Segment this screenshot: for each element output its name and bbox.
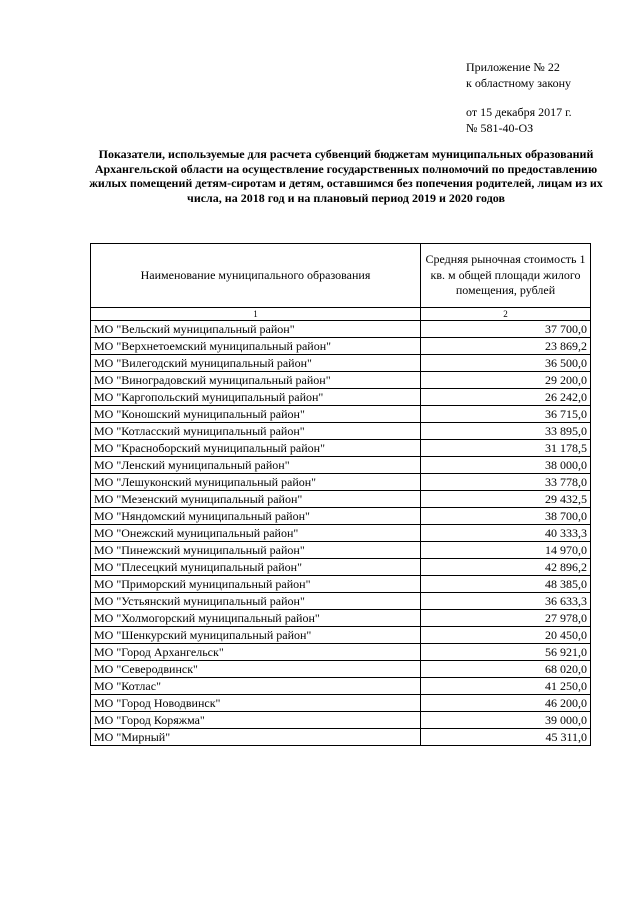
municipality-name: МО "Виноградовский муниципальный район" bbox=[91, 372, 421, 389]
appendix-date: от 15 декабря 2017 г. bbox=[466, 105, 572, 119]
municipality-name: МО "Онежский муниципальный район" bbox=[91, 525, 421, 542]
municipality-name: МО "Ленский муниципальный район" bbox=[91, 457, 421, 474]
municipality-name: МО "Мезенский муниципальный район" bbox=[91, 491, 421, 508]
document-title: Показатели, используемые для расчета субвенций бюджетам муниципальных образований Архангельской области на осуществление государственных полномочий по предоставлению жилых помещений детям-сиротам и детям, оставшимся без попечения родителей, лицам из их числа, на 2018 год и на плановый период 2019 и 2020 годов bbox=[89, 147, 603, 205]
table-row bbox=[91, 627, 591, 644]
municipality-name: МО "Коношский муниципальный район" bbox=[91, 406, 421, 423]
price-value: 29 432,5 bbox=[421, 491, 591, 508]
appendix-law-number: № 581-40-ОЗ bbox=[466, 120, 534, 135]
municipality-name: МО "Мирный" bbox=[91, 729, 421, 746]
municipality-name: МО "Устьянский муниципальный район" bbox=[91, 593, 421, 610]
price-value: 46 200,0 bbox=[421, 695, 591, 712]
appendix-header bbox=[466, 60, 572, 136]
column-number-2: 2 bbox=[421, 308, 591, 321]
table-row bbox=[91, 389, 591, 406]
table-row bbox=[91, 559, 591, 576]
table-row bbox=[91, 355, 591, 372]
table-row bbox=[91, 525, 591, 542]
municipality-name: МО "Каргопольский муниципальный район" bbox=[91, 389, 421, 406]
table-row bbox=[91, 644, 591, 661]
municipality-name: МО "Лешуконский муниципальный район" bbox=[91, 474, 421, 491]
table-row bbox=[91, 729, 591, 746]
municipality-name: МО "Шенкурский муниципальный район" bbox=[91, 627, 421, 644]
appendix-law-ref: к областному закону bbox=[466, 75, 572, 90]
table-row bbox=[91, 576, 591, 593]
table-body bbox=[91, 321, 591, 746]
table-row bbox=[91, 321, 591, 338]
municipality-name: МО "Няндомский муниципальный район" bbox=[91, 508, 421, 525]
table-row bbox=[91, 508, 591, 525]
table-row bbox=[91, 610, 591, 627]
table-row bbox=[91, 678, 591, 695]
price-value: 23 869,2 bbox=[421, 338, 591, 355]
column-header-name: Наименование муниципального образования bbox=[91, 244, 421, 308]
table-row bbox=[91, 474, 591, 491]
price-value: 36 715,0 bbox=[421, 406, 591, 423]
table-row bbox=[91, 338, 591, 355]
price-value: 36 633,3 bbox=[421, 593, 591, 610]
column-header-price: Средняя рыночная стоимость 1 кв. м общей площади жилого помещения, рублей bbox=[421, 244, 591, 308]
price-value: 41 250,0 bbox=[421, 678, 591, 695]
municipality-name: МО "Котласский муниципальный район" bbox=[91, 423, 421, 440]
table-header-row bbox=[91, 244, 591, 308]
price-value: 14 970,0 bbox=[421, 542, 591, 559]
price-value: 20 450,0 bbox=[421, 627, 591, 644]
price-value: 33 895,0 bbox=[421, 423, 591, 440]
price-value: 42 896,2 bbox=[421, 559, 591, 576]
municipality-name: МО "Вельский муниципальный район" bbox=[91, 321, 421, 338]
price-value: 38 700,0 bbox=[421, 508, 591, 525]
price-value: 29 200,0 bbox=[421, 372, 591, 389]
price-value: 27 978,0 bbox=[421, 610, 591, 627]
column-number-1: 1 bbox=[91, 308, 421, 321]
municipality-name: МО "Плесецкий муниципальный район" bbox=[91, 559, 421, 576]
price-value: 39 000,0 bbox=[421, 712, 591, 729]
table-row bbox=[91, 593, 591, 610]
municipality-name: МО "Вилегодский муниципальный район" bbox=[91, 355, 421, 372]
municipality-name: МО "Город Новодвинск" bbox=[91, 695, 421, 712]
municipality-name: МО "Котлас" bbox=[91, 678, 421, 695]
table-row bbox=[91, 712, 591, 729]
price-value: 56 921,0 bbox=[421, 644, 591, 661]
municipality-name: МО "Красноборский муниципальный район" bbox=[91, 440, 421, 457]
price-value: 26 242,0 bbox=[421, 389, 591, 406]
price-value: 45 311,0 bbox=[421, 729, 591, 746]
municipality-name: МО "Верхнетоемский муниципальный район" bbox=[91, 338, 421, 355]
table-row bbox=[91, 491, 591, 508]
appendix-number: Приложение № 22 bbox=[466, 60, 560, 74]
municipality-name: МО "Приморский муниципальный район" bbox=[91, 576, 421, 593]
price-value: 68 020,0 bbox=[421, 661, 591, 678]
table-row bbox=[91, 440, 591, 457]
table-row bbox=[91, 406, 591, 423]
municipality-name: МО "Холмогорский муниципальный район" bbox=[91, 610, 421, 627]
price-value: 48 385,0 bbox=[421, 576, 591, 593]
price-value: 38 000,0 bbox=[421, 457, 591, 474]
price-value: 40 333,3 bbox=[421, 525, 591, 542]
table-row bbox=[91, 423, 591, 440]
price-value: 31 178,5 bbox=[421, 440, 591, 457]
municipality-name: МО "Пинежский муниципальный район" bbox=[91, 542, 421, 559]
table-row bbox=[91, 542, 591, 559]
price-value: 37 700,0 bbox=[421, 321, 591, 338]
table-row bbox=[91, 661, 591, 678]
subvention-table bbox=[90, 243, 591, 746]
table-row bbox=[91, 372, 591, 389]
price-value: 36 500,0 bbox=[421, 355, 591, 372]
table-row bbox=[91, 457, 591, 474]
municipality-name: МО "Северодвинск" bbox=[91, 661, 421, 678]
column-number-row bbox=[91, 308, 591, 321]
municipality-name: МО "Город Архангельск" bbox=[91, 644, 421, 661]
price-value: 33 778,0 bbox=[421, 474, 591, 491]
table-row bbox=[91, 695, 591, 712]
spacer bbox=[466, 91, 572, 105]
municipality-name: МО "Город Коряжма" bbox=[91, 712, 421, 729]
